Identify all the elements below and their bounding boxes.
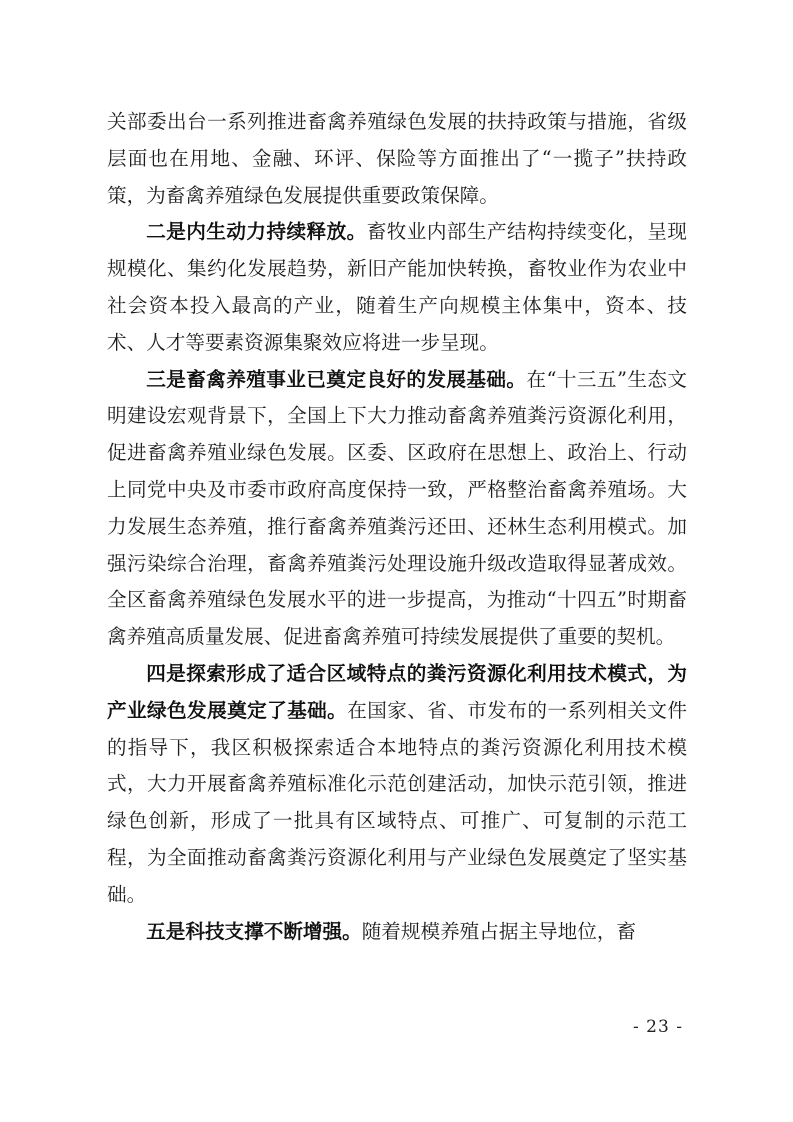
- paragraph-tech-support: [107, 914, 687, 951]
- paragraph-body: 在国家、省、市发布的一系列相关文件的指导下，我区积极探索适合本地特点的粪污资源化利用技术模式，大力开展畜禽养殖标准化示范创建活动，加快示范引领，推进绿色创新，形成了一批具有区域特点、可推广、可复制的示范工程，为全面推动畜禽粪污资源化利用与产业绿色发展奠定了坚实基础。: [107, 698, 688, 906]
- paragraph-heading: 二是内生动力持续释放。: [146, 220, 367, 244]
- body-text: [107, 104, 687, 950]
- paragraph-heading: 四是探索形成了适合区域特点的粪污资源化利用技术模式，为产业绿色发展奠定了基础。: [107, 661, 687, 722]
- paragraph-heading: 五是科技支撑不断增强。: [146, 919, 362, 943]
- page-number: - 23 -: [633, 1017, 683, 1037]
- paragraph-heading: 三是畜禽养殖事业已奠定良好的发展基础。: [146, 367, 527, 391]
- paragraph-body: 随着规模养殖占据主导地位，畜: [361, 919, 637, 943]
- paragraph-body: 关部委出台一系列推进畜禽养殖绿色发展的扶持政策与措施，省级层面也在用地、金融、环评、保险等方面推出了“一揽子”扶持政策，为畜禽养殖绿色发展提供重要政策保障。: [107, 110, 687, 207]
- paragraph-body: 在“十三五”生态文明建设宏观背景下，全国上下大力推动畜禽养殖粪污资源化利用，促进畜禽养殖业绿色发展。区委、区政府在思想上、政治上、行动上同党中央及市委市政府高度保持一致，严格整治畜禽养殖场。大力发展生态养殖，推行畜禽养殖粪污还田、还林生态利用模式。加强污染综合治理，畜禽养殖粪污处理设施升级改造取得显著成效。全区畜禽养殖绿色发展水平的进一步提高，为推动“十四五”时期畜禽养殖高质量发展、促进畜禽养殖可持续发展提供了重要的契机。: [107, 367, 687, 649]
- paragraph-development-foundation: [107, 362, 687, 656]
- paragraph-policy-support: [107, 104, 687, 214]
- paragraph-internal-momentum: [107, 214, 687, 361]
- paragraph-body: 畜牧业内部生产结构持续变化，呈现规模化、集约化发展趋势，新旧产能加快转换，畜牧业作为农业中社会资本投入最高的产业，随着生产向规模主体集中，资本、技术、人才等要素资源集聚效应将进一步呈现。: [107, 220, 687, 354]
- paragraph-technical-model: [107, 656, 687, 914]
